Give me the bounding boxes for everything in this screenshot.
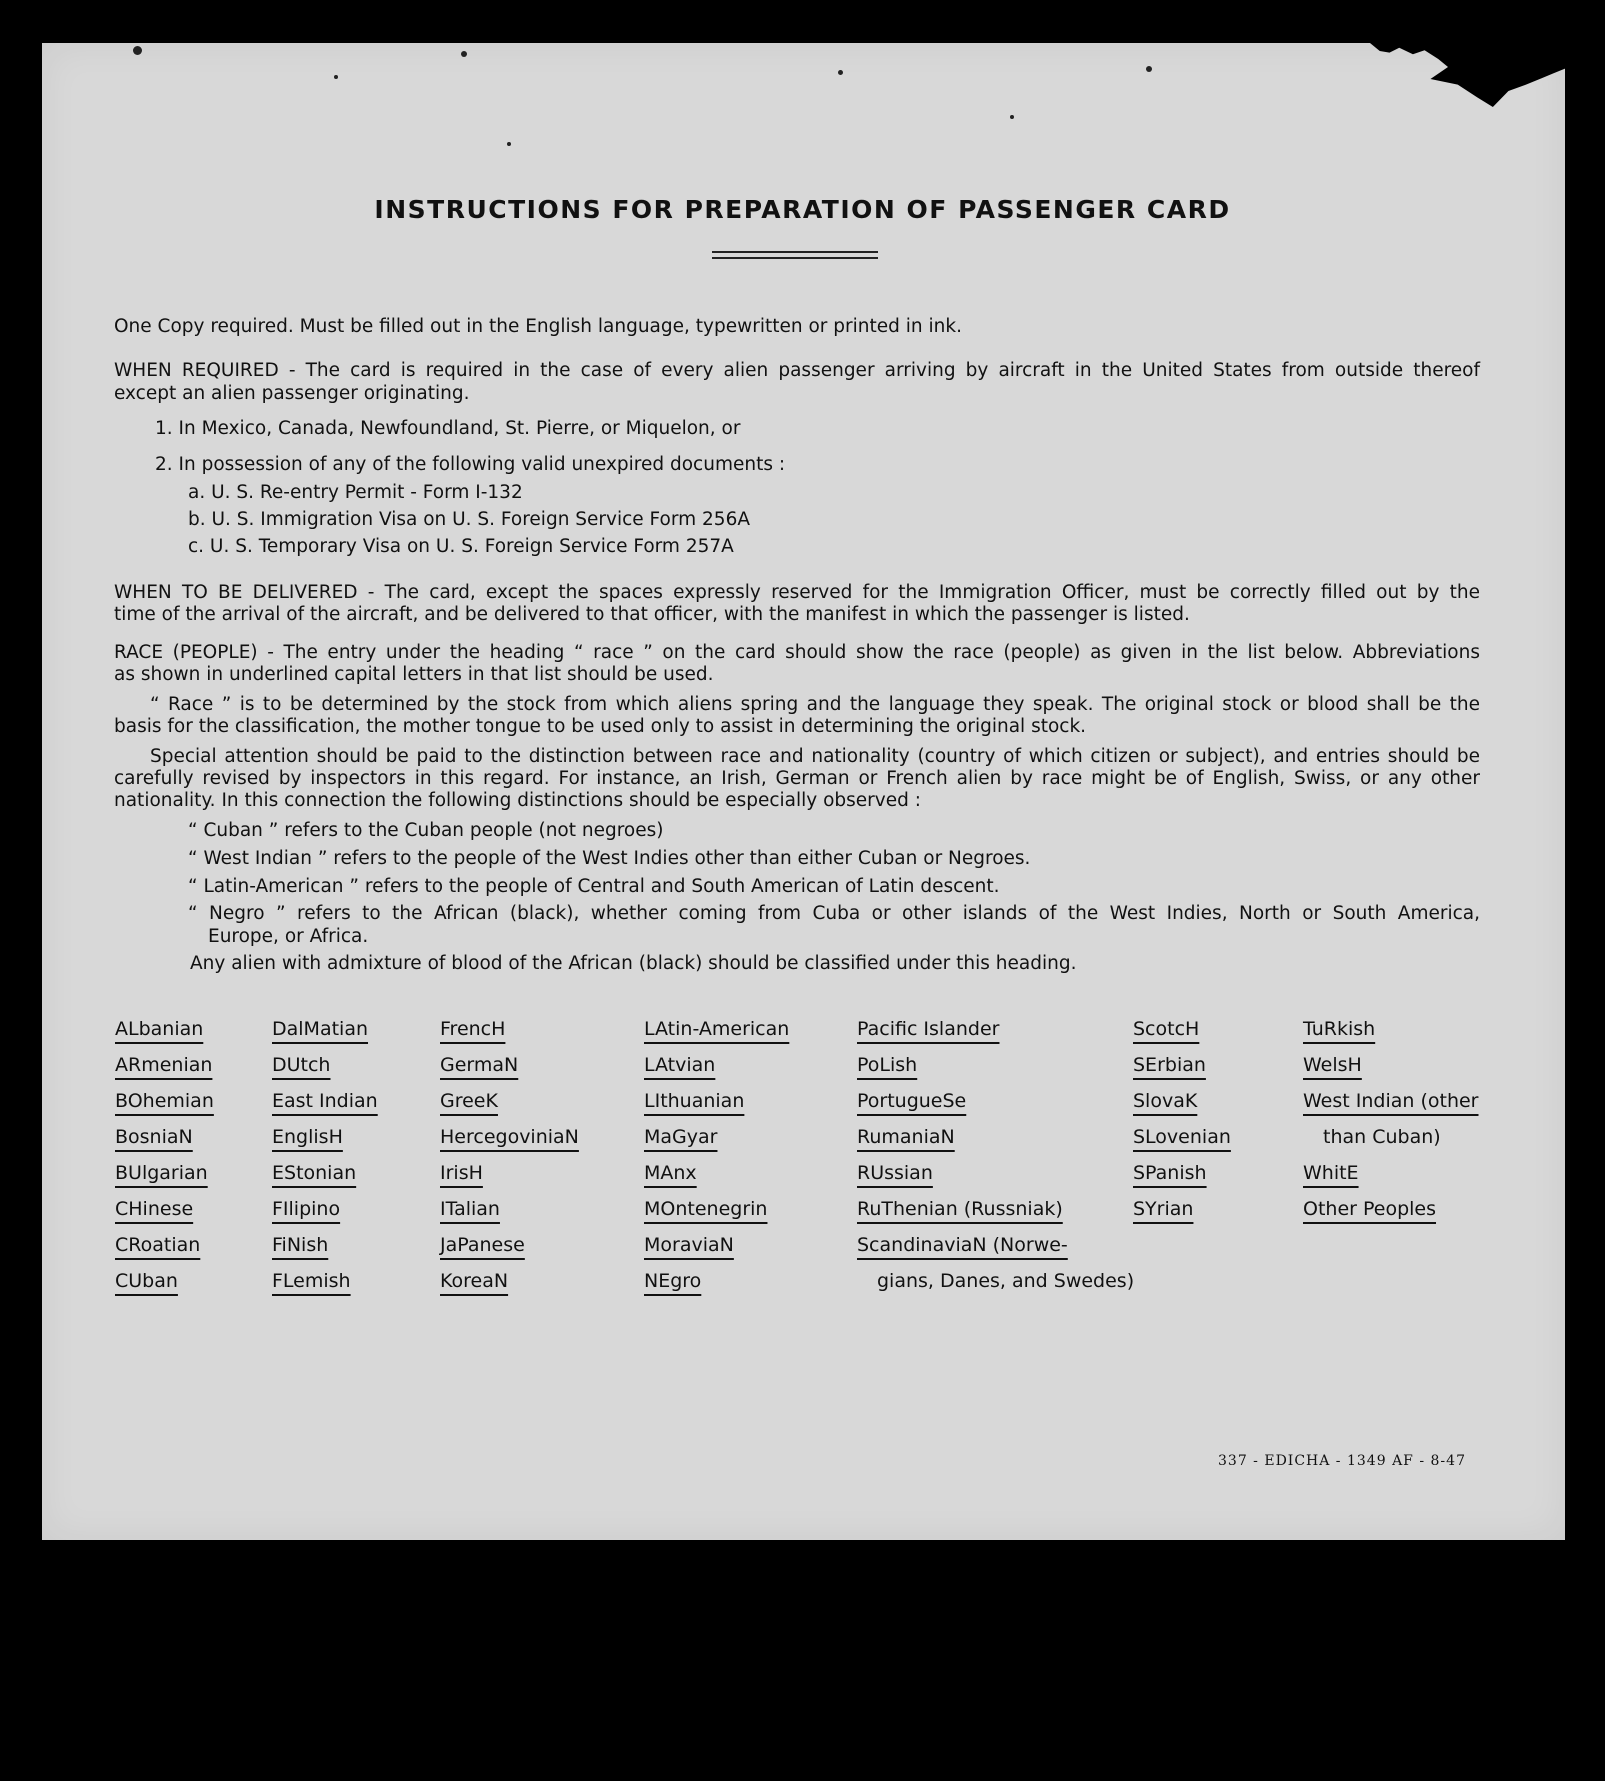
race-entry: West Indian (other [1303,1090,1479,1112]
race-p3-line3: nationality. In this connection the following distinctions should be especially observed : [114,790,921,811]
race-entry: ALbanian [115,1018,204,1040]
race-entry: WhitE [1303,1162,1359,1184]
race-p3-line1: Special attention should be paid to the distinction between race and nationality (country of which citizen or subject), and entries should be [150,746,1480,767]
distinction-item: Europe, or Africa. [208,926,369,947]
race-entry: CUban [115,1270,178,1292]
ink-spot [133,46,142,55]
ink-spot [461,51,467,57]
race-entry: Other Peoples [1303,1198,1437,1220]
race-entry: East Indian [272,1090,378,1112]
race-line1: RACE (PEOPLE) - The entry under the heading “ race ” on the card should show the race (people) as given in the list below. Abbreviations [114,642,1480,663]
race-entry: RuThenian (Russniak) [857,1198,1063,1220]
race-list-column-6 [1133,1011,1231,1227]
race-entry: DalMatian [272,1018,369,1040]
race-entry: SYrian [1133,1198,1194,1220]
form-number: 337 - EDICHA - 1349 AF - 8-47 [1218,1453,1466,1469]
race-entry: MaGyar [644,1126,718,1148]
race-entry: CRoatian [115,1234,201,1256]
race-entry: MoraviaN [644,1234,734,1256]
distinction-item: “ Negro ” refers to the African (black), whether coming from Cuba or other islands of the West Indies, North or South America, [188,903,1480,924]
race-entry: ARmenian [115,1054,213,1076]
race-entry: MOntenegrin [644,1198,768,1220]
race-entry: SLovenian [1133,1126,1231,1148]
race-entry: EStonian [272,1162,357,1184]
distinction-item: “ Cuban ” refers to the Cuban people (not negroes) [188,820,664,841]
race-entry: LIthuanian [644,1090,745,1112]
list-item: 1. In Mexico, Canada, Newfoundland, St. Pierre, or Miquelon, or [155,418,741,439]
race-entry: FIlipino [272,1198,341,1220]
when-delivered-line2: time of the arrival of the aircraft, and be delivered to that officer, with the manifest in which the passenger is listed. [114,604,1190,625]
distinction-item: “ West Indian ” refers to the people of the West Indies other than either Cuban or Negroes. [188,848,1031,869]
race-entry: FrencH [440,1018,506,1040]
race-entry: PoLish [857,1054,918,1076]
race-list-column-5 [857,1011,1134,1299]
race-list-column-7 [1303,1011,1479,1227]
race-entry: LAtin-American [644,1018,790,1040]
page-title: INSTRUCTIONS FOR PREPARATION OF PASSENGER CARD [374,195,1231,224]
race-entry: GermaN [440,1054,519,1076]
race-entry: SPanish [1133,1162,1207,1184]
race-entry: GreeK [440,1090,498,1112]
race-entry: HercegoviniaN [440,1126,579,1148]
sub-list-item: a. U. S. Re-entry Permit - Form I-132 [188,482,523,503]
ink-spot [838,70,843,75]
race-entry: ScotcH [1133,1018,1200,1040]
race-entry: ScandinaviaN (Norwe- [857,1234,1068,1256]
race-entry: PortugueSe [857,1090,967,1112]
race-entry: TuRkish [1303,1018,1376,1040]
race-entry: Pacific Islander [857,1018,1000,1040]
race-entry: CHinese [115,1198,194,1220]
race-entry-continuation: than Cuban) [1323,1126,1441,1148]
race-entry: BosniaN [115,1126,193,1148]
ink-spot [1146,66,1152,72]
race-line2: as shown in underlined capital letters in that list should be used. [114,664,714,685]
race-entry: FiNish [272,1234,329,1256]
race-list-column-1 [115,1011,214,1299]
when-required-line1: WHEN REQUIRED - The card is required in the case of every alien passenger arriving by aircraft in the United States from outside thereof [114,360,1480,381]
race-p2-line1: “ Race ” is to be determined by the stock from which aliens spring and the language they speak. The original stock or blood shall be the [150,694,1480,715]
ink-spot [507,142,511,146]
race-entry: RUssian [857,1162,933,1184]
race-entry: RumaniaN [857,1126,955,1148]
when-delivered-line1: WHEN TO BE DELIVERED - The card, except the spaces expressly reserved for the Immigration Officer, must be correctly filled out by the [114,582,1480,603]
title-underline [712,251,878,253]
race-list-column-3 [440,1011,579,1299]
race-entry: SErbian [1133,1054,1206,1076]
race-entry: BUlgarian [115,1162,208,1184]
race-entry: DUtch [272,1054,331,1076]
race-entry: NEgro [644,1270,702,1292]
race-entry: JaPanese [440,1234,525,1256]
race-entry: LAtvian [644,1054,716,1076]
race-entry: ITalian [440,1198,500,1220]
title-underline [712,257,878,259]
race-entry: MAnx [644,1162,697,1184]
when-required-line2: except an alien passenger originating. [114,383,470,404]
intro-text: One Copy required. Must be filled out in the English language, typewritten or printed in ink. [114,316,962,337]
race-list-column-4 [644,1011,789,1299]
race-entry: KoreaN [440,1270,509,1292]
race-entry: IrisH [440,1162,483,1184]
race-entry: EnglisH [272,1126,343,1148]
race-list-column-2 [272,1011,378,1299]
race-entry: FLemish [272,1270,351,1292]
list-item: 2. In possession of any of the following valid unexpired documents : [155,454,786,475]
race-entry: WelsH [1303,1054,1362,1076]
ink-spot [334,75,338,79]
race-p2-line2: basis for the classification, the mother tongue to be used only to assist in determining the original stock. [114,716,1087,737]
ink-spot [1010,115,1014,119]
race-entry: BOhemian [115,1090,214,1112]
race-entry-continuation: gians, Danes, and Swedes) [877,1270,1135,1292]
race-p3-line2: carefully revised by inspectors in this regard. For instance, an Irish, German or French alien by race might be of English, Swiss, or any other [114,768,1480,789]
distinction-item: “ Latin-American ” refers to the people of Central and South American of Latin descent. [188,876,1000,897]
sub-list-item: b. U. S. Immigration Visa on U. S. Foreign Service Form 256A [188,509,751,530]
sub-list-item: c. U. S. Temporary Visa on U. S. Foreign Service Form 257A [188,536,734,557]
admixture-note: Any alien with admixture of blood of the African (black) should be classified under this heading. [190,953,1077,974]
race-entry: SlovaK [1133,1090,1198,1112]
